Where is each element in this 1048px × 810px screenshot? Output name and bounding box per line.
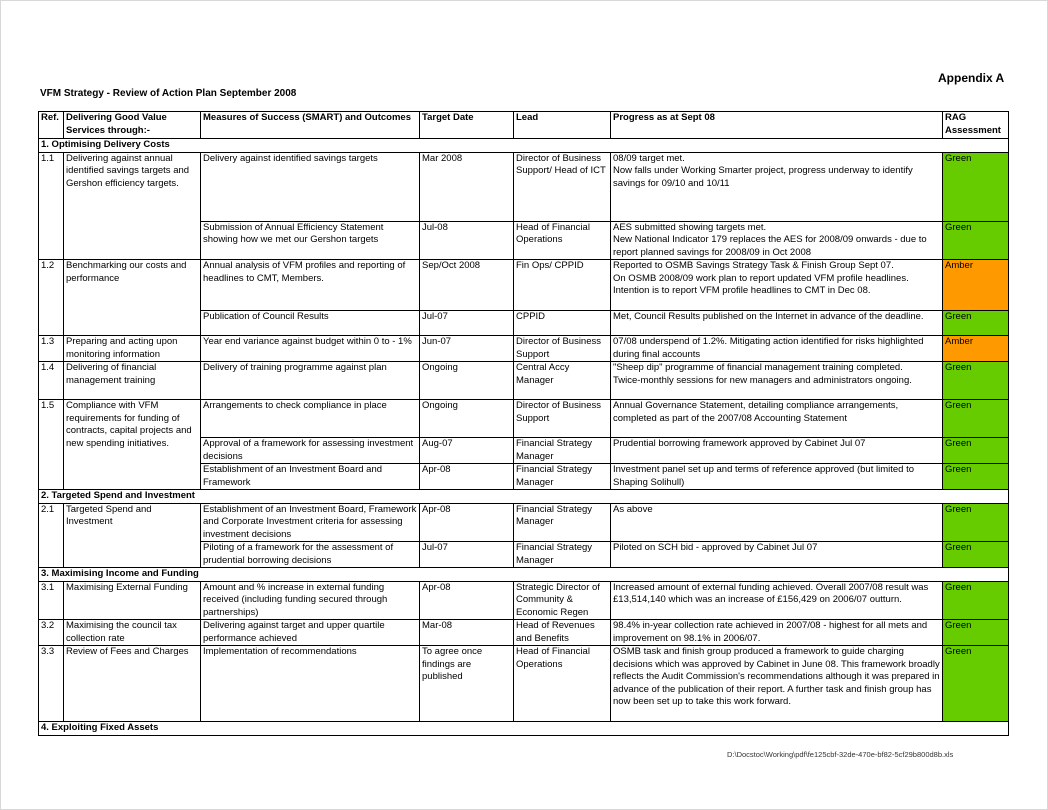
section-title: 3. Maximising Income and Funding xyxy=(39,568,1009,582)
progress-cell: "Sheep dip" programme of financial management training completed. Twice-monthly sessions for new managers and administrators ongoing. xyxy=(611,362,943,400)
table-row xyxy=(39,646,1009,722)
header-row xyxy=(39,112,1009,139)
ref-cell: 1.1 xyxy=(39,152,64,260)
rag-cell: Green xyxy=(943,311,1009,336)
service-cell: Maximising the council tax collection rate xyxy=(64,620,201,646)
target-cell: Jun-07 xyxy=(420,336,514,362)
lead-cell: Financial Strategy Manager xyxy=(514,438,611,464)
ref-cell: 3.3 xyxy=(39,646,64,722)
rag-cell: Green xyxy=(943,438,1009,464)
target-cell: To agree once findings are published xyxy=(420,646,514,722)
rag-cell: Green xyxy=(943,362,1009,400)
service-cell: Delivering of financial management training xyxy=(64,362,201,400)
service-cell: Preparing and acting upon monitoring information xyxy=(64,336,201,362)
section-title: 1. Optimising Delivery Costs xyxy=(39,139,1009,153)
lead-cell: Director of Business Support xyxy=(514,400,611,438)
lead-cell: Director of Business Support xyxy=(514,336,611,362)
table-row xyxy=(39,336,1009,362)
file-path-footer: D:\Docstoc\Working\pdf\fe125cbf-32de-470e-bf82-5cf29b800d8b.xls xyxy=(727,750,954,759)
table-row xyxy=(39,503,1009,542)
header-service: Delivering Good Value Services through:- xyxy=(64,112,201,139)
rag-cell: Green xyxy=(943,581,1009,620)
lead-cell: Financial Strategy Manager xyxy=(514,542,611,568)
measure-cell: Delivering against target and upper quartile performance achieved xyxy=(201,620,420,646)
progress-cell: 98.4% in-year collection rate achieved in 2007/08 - highest for all mets and improvement on 98.1% in 2006/07. xyxy=(611,620,943,646)
rag-cell: Green xyxy=(943,542,1009,568)
measure-cell: Amount and % increase in external funding received (including funding secured through partnerships) xyxy=(201,581,420,620)
rag-cell: Green xyxy=(943,646,1009,722)
table-row xyxy=(39,152,1009,221)
target-cell: Apr-08 xyxy=(420,581,514,620)
target-cell: Apr-08 xyxy=(420,503,514,542)
measure-cell: Delivery of training programme against plan xyxy=(201,362,420,400)
measure-cell: Submission of Annual Efficiency Statement showing how we met our Gershon targets xyxy=(201,221,420,260)
rag-cell: Amber xyxy=(943,336,1009,362)
progress-cell: Prudential borrowing framework approved by Cabinet Jul 07 xyxy=(611,438,943,464)
target-cell: Mar 2008 xyxy=(420,152,514,221)
header-ref: Ref. xyxy=(39,112,64,139)
lead-cell: CPPID xyxy=(514,311,611,336)
header-measures: Measures of Success (SMART) and Outcomes xyxy=(201,112,420,139)
table-row xyxy=(39,620,1009,646)
service-cell: Maximising External Funding xyxy=(64,581,201,620)
header-lead: Lead xyxy=(514,112,611,139)
action-plan-table xyxy=(38,111,1009,736)
target-cell: Mar-08 xyxy=(420,620,514,646)
ref-cell: 3.1 xyxy=(39,581,64,620)
lead-cell: Head of Revenues and Benefits xyxy=(514,620,611,646)
target-cell: Sep/Oct 2008 xyxy=(420,260,514,311)
table-row xyxy=(39,362,1009,400)
target-cell: Ongoing xyxy=(420,400,514,438)
lead-cell: Head of Financial Operations xyxy=(514,221,611,260)
rag-cell: Green xyxy=(943,152,1009,221)
measure-cell: Year end variance against budget within 0 to - 1% xyxy=(201,336,420,362)
lead-cell: Central Accy Manager xyxy=(514,362,611,400)
lead-cell: Director of Business Support/ Head of ICT xyxy=(514,152,611,221)
section-row xyxy=(39,139,1009,153)
ref-cell: 2.1 xyxy=(39,503,64,568)
rag-cell: Amber xyxy=(943,260,1009,311)
ref-cell: 1.2 xyxy=(39,260,64,336)
service-cell: Review of Fees and Charges xyxy=(64,646,201,722)
ref-cell: 1.4 xyxy=(39,362,64,400)
progress-cell: Piloted on SCH bid - approved by Cabinet Jul 07 xyxy=(611,542,943,568)
measure-cell: Arrangements to check compliance in place xyxy=(201,400,420,438)
table-row xyxy=(39,400,1009,438)
appendix-label: Appendix A xyxy=(938,71,1005,85)
progress-cell: Investment panel set up and terms of reference approved (but limited to Shaping Solihull) xyxy=(611,464,943,490)
target-cell: Apr-08 xyxy=(420,464,514,490)
lead-cell: Fin Ops/ CPPID xyxy=(514,260,611,311)
target-cell: Jul-07 xyxy=(420,542,514,568)
target-cell: Ongoing xyxy=(420,362,514,400)
lead-cell: Financial Strategy Manager xyxy=(514,503,611,542)
target-cell: Jul-07 xyxy=(420,311,514,336)
document-title: VFM Strategy - Review of Action Plan September 2008 xyxy=(40,88,297,99)
header-target: Target Date xyxy=(420,112,514,139)
progress-cell: Annual Governance Statement, detailing compliance arrangements, completed as part of the 2007/08 Accounting Statement xyxy=(611,400,943,438)
service-cell: Delivering against annual identified savings targets and Gershon efficiency targets. xyxy=(64,152,201,260)
progress-cell: Increased amount of external funding achieved. Overall 2007/08 result was £13,514,140 which was an increase of £156,429 on 2006/07 outturn. xyxy=(611,581,943,620)
rag-cell: Green xyxy=(943,620,1009,646)
lead-cell: Strategic Director of Community & Economic Regen xyxy=(514,581,611,620)
target-cell: Jul-08 xyxy=(420,221,514,260)
measure-cell: Establishment of an Investment Board, Framework and Corporate Investment criteria for assessing investment decisions xyxy=(201,503,420,542)
ref-cell: 1.5 xyxy=(39,400,64,490)
header-progress: Progress as at Sept 08 xyxy=(611,112,943,139)
table-row xyxy=(39,260,1009,311)
progress-cell: AES submitted showing targets met. New National Indicator 179 replaces the AES for 2008/09 onwards - due to report planned savings for 2008/09 in Oct 2008 xyxy=(611,221,943,260)
service-cell: Targeted Spend and Investment xyxy=(64,503,201,568)
table-row xyxy=(39,581,1009,620)
progress-cell: As above xyxy=(611,503,943,542)
service-cell: Compliance with VFM requirements for funding of contracts, capital projects and new spending initiatives. xyxy=(64,400,201,490)
measure-cell: Annual analysis of VFM profiles and reporting of headlines to CMT, Members. xyxy=(201,260,420,311)
target-cell: Aug-07 xyxy=(420,438,514,464)
measure-cell: Establishment of an Investment Board and Framework xyxy=(201,464,420,490)
progress-cell: Met, Council Results published on the Internet in advance of the deadline. xyxy=(611,311,943,336)
measure-cell: Delivery against identified savings targets xyxy=(201,152,420,221)
measure-cell: Implementation of recommendations xyxy=(201,646,420,722)
measure-cell: Piloting of a framework for the assessment of prudential borrowing decisions xyxy=(201,542,420,568)
header-rag: RAG Assessment xyxy=(943,112,1009,139)
ref-cell: 3.2 xyxy=(39,620,64,646)
section-row xyxy=(39,490,1009,504)
section-title: 4. Exploiting Fixed Assets xyxy=(39,722,1009,736)
measure-cell: Publication of Council Results xyxy=(201,311,420,336)
lead-cell: Head of Financial Operations xyxy=(514,646,611,722)
rag-cell: Green xyxy=(943,464,1009,490)
section-row xyxy=(39,722,1009,736)
ref-cell: 1.3 xyxy=(39,336,64,362)
progress-cell: OSMB task and finish group produced a framework to guide charging decisions which was approved by Cabinet in June 08. This framework broadly reflects the Audit Commission's recommendations although it was prepared in advance of the publication of their report. A further task and finish group has now been set up to take this work forward. xyxy=(611,646,943,722)
section-title: 2. Targeted Spend and Investment xyxy=(39,490,1009,504)
rag-cell: Green xyxy=(943,400,1009,438)
progress-cell: 07/08 underspend of 1.2%. Mitigating action identified for risks highlighted during final accounts xyxy=(611,336,943,362)
progress-cell: Reported to OSMB Savings Strategy Task & Finish Group Sept 07. On OSMB 2008/09 work plan to report updated VFM profile headlines. Intention is to report VFM profile headlines to CMT in Dec 08. xyxy=(611,260,943,311)
rag-cell: Green xyxy=(943,221,1009,260)
service-cell: Benchmarking our costs and performance xyxy=(64,260,201,336)
progress-cell: 08/09 target met. Now falls under Working Smarter project, progress underway to identify savings for 09/10 and 10/11 xyxy=(611,152,943,221)
measure-cell: Approval of a framework for assessing investment decisions xyxy=(201,438,420,464)
lead-cell: Financial Strategy Manager xyxy=(514,464,611,490)
section-row xyxy=(39,568,1009,582)
rag-cell: Green xyxy=(943,503,1009,542)
